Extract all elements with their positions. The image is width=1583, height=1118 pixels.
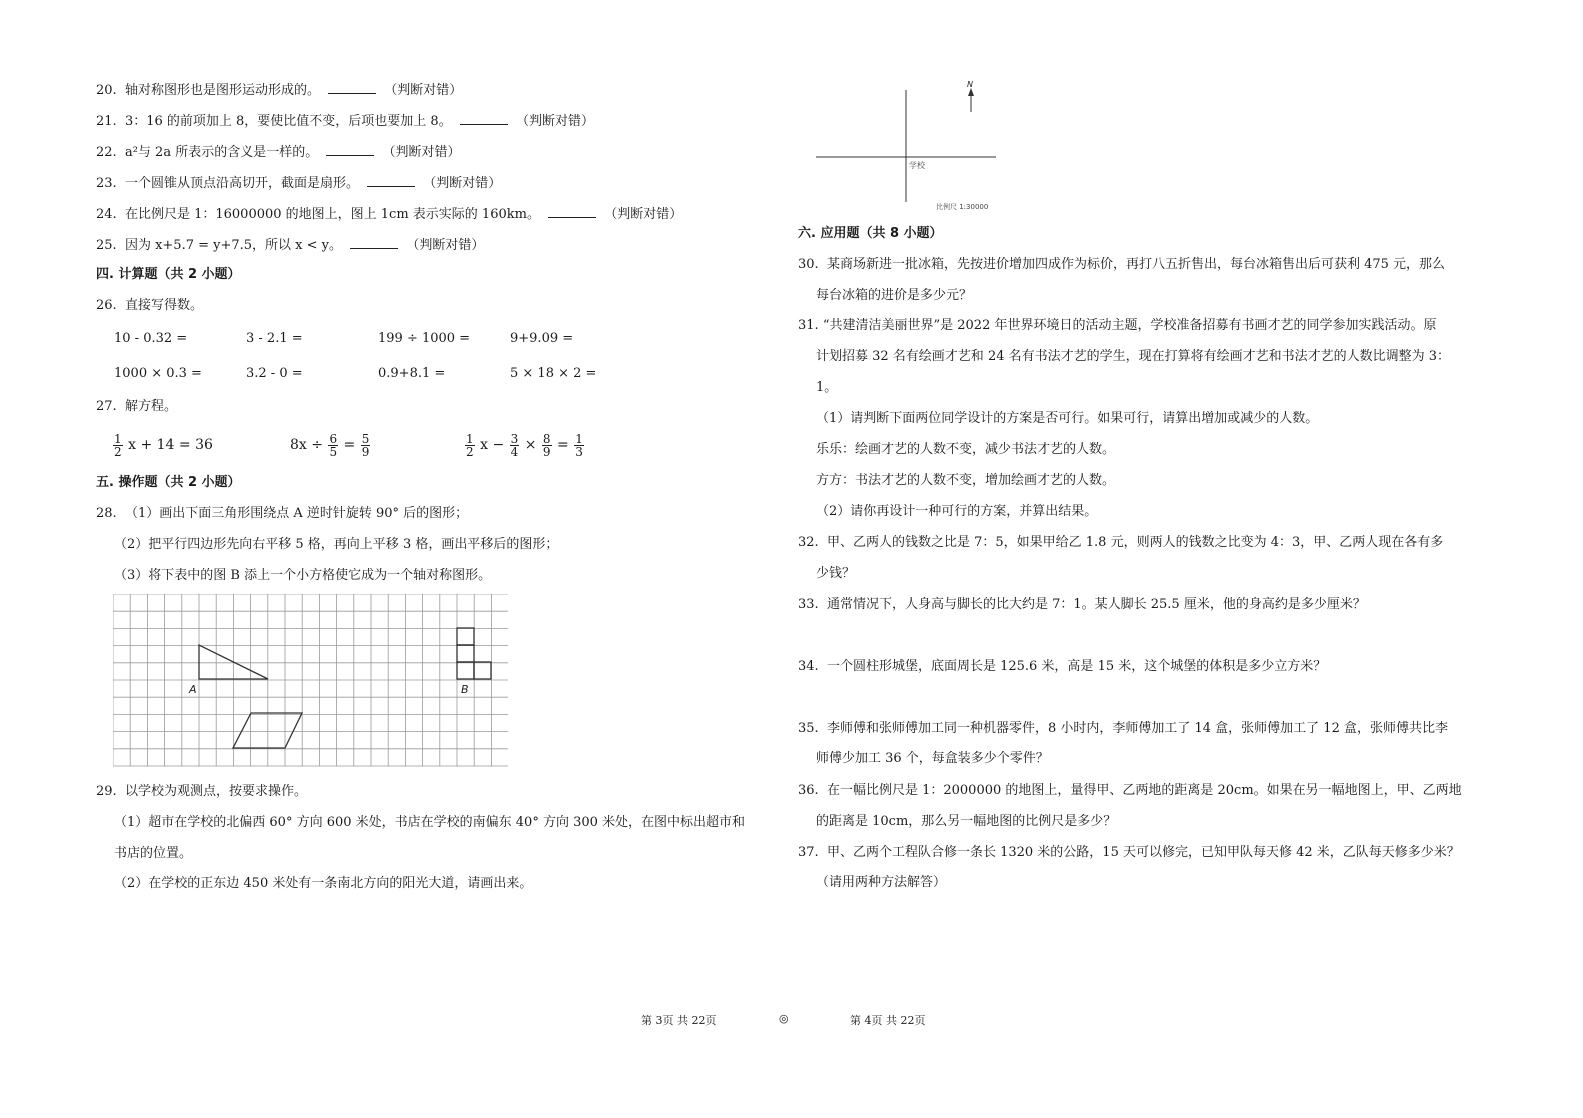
q35-cont: 师傅少加工 36 个，每盒装多少个零件？ bbox=[816, 751, 1049, 766]
q-text: 3：16 的前项加上 8，要使比值不变，后项也要加上 8。 bbox=[124, 114, 452, 129]
q-number: 32. bbox=[798, 535, 819, 550]
calc-item: 3 - 2.1 = bbox=[246, 331, 303, 346]
q29-part-2: （2）在学校的正东边 450 米处有一条南北方向的阳光大道，请画出来。 bbox=[114, 876, 533, 891]
fraction: $\frac{1}{2}$ bbox=[466, 431, 474, 459]
q31-sub-4: （2）请你再设计一种可行的方案，并算出结果。 bbox=[816, 504, 1098, 519]
q-text: 轴对称图形也是图形运动形成的。 bbox=[124, 83, 320, 98]
eq-text: 8x ÷ bbox=[290, 437, 323, 453]
q-text: a²与 2a 所表示的含义是一样的。 bbox=[124, 145, 319, 160]
question-21 bbox=[96, 112, 594, 130]
q-number: 37. bbox=[798, 845, 819, 860]
eq-text: x − bbox=[480, 437, 505, 453]
q-judge: （判断对错） bbox=[516, 114, 595, 129]
answer-blank[interactable] bbox=[367, 174, 415, 187]
calc-item: 5 × 18 × 2 = bbox=[510, 366, 597, 381]
q-number: 20. bbox=[96, 83, 117, 98]
q-text: 甲、乙两人的钱数之比是 7：5，如果甲给乙 1.8 元，则两人的钱数之比变为 4：3，甲、乙两人现在各有多 bbox=[826, 535, 1444, 550]
q31-cont-1: 计划招募 32 名有绘画才艺和 24 名有书法才艺的学生，现在打算将有绘画才艺和书法才艺的人数比调整为 3： bbox=[816, 349, 1451, 364]
calc-item: 1000 × 0.3 = bbox=[114, 366, 202, 381]
question-35 bbox=[798, 721, 1448, 737]
section-5-heading: 五. 操作题（共 2 小题） bbox=[96, 475, 241, 490]
label-a: A bbox=[189, 683, 197, 696]
question-26 bbox=[96, 298, 203, 314]
q-number: 33. bbox=[798, 597, 819, 612]
q-number: 28. bbox=[96, 506, 117, 521]
q-number: 31. bbox=[798, 318, 819, 333]
equation-1 bbox=[112, 430, 213, 460]
calc-item: 10 - 0.32 = bbox=[114, 331, 188, 346]
q-text: 因为 x+5.7 = y+7.5，所以 x < y。 bbox=[124, 238, 343, 253]
section-6-heading: 六. 应用题（共 8 小题） bbox=[798, 226, 943, 241]
calc-item: 0.9+8.1 = bbox=[378, 366, 446, 381]
q-text: （1）画出下面三角形围绕点 A 逆时针旋转 90° 后的图形； bbox=[124, 506, 469, 521]
q-number: 24. bbox=[96, 207, 117, 222]
question-29 bbox=[96, 784, 307, 800]
answer-blank[interactable] bbox=[460, 112, 508, 125]
q-number: 27. bbox=[96, 399, 117, 414]
north-arrow-icon bbox=[968, 88, 974, 96]
q-number: 34. bbox=[798, 659, 819, 674]
q32-cont: 少钱？ bbox=[816, 566, 856, 581]
question-27 bbox=[96, 399, 177, 415]
question-33 bbox=[798, 597, 1366, 613]
q-text: 李师傅和张师傅加工同一种机器零件，8 小时内，李师傅加工了 14 盒，张师傅加工了 12 盒，张师傅共比李 bbox=[826, 721, 1448, 736]
q-number: 22. bbox=[96, 145, 117, 160]
figure-b bbox=[457, 628, 491, 679]
q-number: 21. bbox=[96, 114, 117, 129]
school-label: 学校 bbox=[909, 161, 925, 170]
answer-blank[interactable] bbox=[548, 205, 596, 218]
eq-text: × bbox=[524, 437, 537, 453]
q31-sub-3: 方方：书法才艺的人数不变，增加绘画才艺的人数。 bbox=[816, 473, 1116, 488]
question-37 bbox=[798, 845, 1460, 861]
fraction: $\frac{8}{9}$ bbox=[542, 431, 551, 459]
answer-blank[interactable] bbox=[328, 81, 376, 94]
question-30 bbox=[798, 257, 1445, 273]
question-36 bbox=[798, 783, 1462, 799]
scale-label: 比例尺 1:30000 bbox=[936, 203, 989, 211]
q-text: “共建清洁美丽世界”是 2022 年世界环境日的活动主题，学校准备招募有书画才艺的同学参加实践活动。原 bbox=[822, 318, 1437, 333]
q-number: 25. bbox=[96, 238, 117, 253]
q31-sub-2: 乐乐：绘画才艺的人数不变，减少书法才艺的人数。 bbox=[816, 442, 1116, 457]
calc-item: 199 ÷ 1000 = bbox=[378, 331, 471, 346]
q-judge: （判断对错） bbox=[384, 83, 463, 98]
label-b: B bbox=[461, 683, 469, 696]
q-text: 通常情况下，人身高与脚长的比大约是 7：1。某人脚长 25.5 厘米，他的身高约是多少厘米？ bbox=[826, 597, 1366, 612]
q-text: 在比例尺是 1：16000000 的地图上，图上 1cm 表示实际的 160km。 bbox=[124, 207, 540, 222]
calc-item: 9+9.09 = bbox=[510, 331, 574, 346]
direction-map[interactable] bbox=[816, 78, 1006, 216]
q-text: 一个圆柱形城堡，底面周长是 125.6 米，高是 15 米，这个城堡的体积是多少立方米？ bbox=[826, 659, 1327, 674]
q-number: 23. bbox=[96, 176, 117, 191]
question-22 bbox=[96, 143, 461, 161]
q-text: 甲、乙两个工程队合修一条长 1320 米的公路，15 天可以修完，已知甲队每天修 42 米，乙队每天修多少米？ bbox=[826, 845, 1460, 860]
question-32 bbox=[798, 535, 1443, 551]
q-number: 35. bbox=[798, 721, 819, 736]
equation-3 bbox=[464, 430, 585, 460]
q31-cont-2: 1。 bbox=[816, 380, 838, 395]
eq-text: = bbox=[343, 437, 356, 453]
eq-text: x + 14 = 36 bbox=[128, 437, 213, 453]
footer-mark-icon: ◎ bbox=[779, 1012, 789, 1025]
q-text: 某商场新进一批冰箱，先按进价增加四成作为标价，再打八五折售出，每台冰箱售出后可获利 475 元，那么 bbox=[826, 257, 1446, 272]
q-judge: （判断对错） bbox=[423, 176, 502, 191]
north-label: N bbox=[967, 80, 973, 89]
footer-left-page: 第 3页 共 22页 bbox=[641, 1014, 717, 1027]
answer-blank[interactable] bbox=[350, 236, 398, 249]
equation-2 bbox=[290, 430, 371, 460]
fraction: $\frac{1}{3}$ bbox=[575, 431, 583, 459]
q-number: 30. bbox=[798, 257, 819, 272]
answer-blank[interactable] bbox=[326, 143, 374, 156]
q31-sub-1: （1）请判断下面两位同学设计的方案是否可行。如果可行，请算出增加或减少的人数。 bbox=[816, 411, 1319, 426]
q37-cont: （请用两种方法解答） bbox=[816, 875, 947, 890]
q-number: 26. bbox=[96, 298, 117, 313]
fraction: $\frac{1}{2}$ bbox=[114, 431, 122, 459]
q-judge: （判断对错） bbox=[604, 207, 683, 222]
q28-part-3: （3）将下表中的图 B 添上一个小方格使它成为一个轴对称图形。 bbox=[114, 568, 492, 583]
question-34 bbox=[798, 659, 1326, 675]
q-text: 在一幅比例尺是 1：2000000 的地图上，量得甲、乙两地的距离是 20cm。如果在另一幅地图上，甲、乙两地 bbox=[826, 783, 1462, 798]
q28-part-2: （2）把平行四边形先向右平移 5 格，再向上平移 3 格，画出平移后的图形； bbox=[114, 537, 559, 552]
q-text: 一个圆锥从顶点沿高切开，截面是扇形。 bbox=[124, 176, 359, 191]
q-number: 36. bbox=[798, 783, 819, 798]
q-number: 29. bbox=[96, 784, 117, 799]
q-text: 直接写得数。 bbox=[124, 298, 203, 313]
q36-cont: 的距离是 10cm，那么另一幅地图的比例尺是多少？ bbox=[816, 814, 1117, 829]
q29-part-1: （1）超市在学校的北偏西 60° 方向 600 米处，书店在学校的南偏东 40° 方向 300 米处，在图中标出超市和 bbox=[114, 815, 746, 830]
question-25 bbox=[96, 236, 484, 254]
section-4-heading: 四. 计算题（共 2 小题） bbox=[96, 267, 241, 282]
q-judge: （判断对错） bbox=[382, 145, 461, 160]
grid-figure[interactable] bbox=[113, 594, 509, 767]
question-28 bbox=[96, 506, 468, 522]
question-23 bbox=[96, 174, 501, 192]
fraction: $\frac{3}{4}$ bbox=[510, 431, 519, 459]
eq-text: = bbox=[557, 437, 569, 453]
question-31 bbox=[798, 318, 1436, 334]
question-24 bbox=[96, 205, 682, 223]
q-judge: （判断对错） bbox=[406, 238, 485, 253]
calc-item: 3.2 - 0 = bbox=[246, 366, 303, 381]
fraction: $\frac{5}{9}$ bbox=[361, 431, 370, 459]
q-text: 以学校为观测点，按要求操作。 bbox=[124, 784, 307, 799]
footer-right-page: 第 4页 共 22页 bbox=[850, 1014, 926, 1027]
q29-part-1-cont: 书店的位置。 bbox=[114, 846, 193, 861]
fraction: $\frac{6}{5}$ bbox=[329, 431, 338, 459]
question-20 bbox=[96, 81, 462, 99]
q30-cont: 每台冰箱的进价是多少元？ bbox=[816, 288, 973, 303]
q-text: 解方程。 bbox=[124, 399, 177, 414]
